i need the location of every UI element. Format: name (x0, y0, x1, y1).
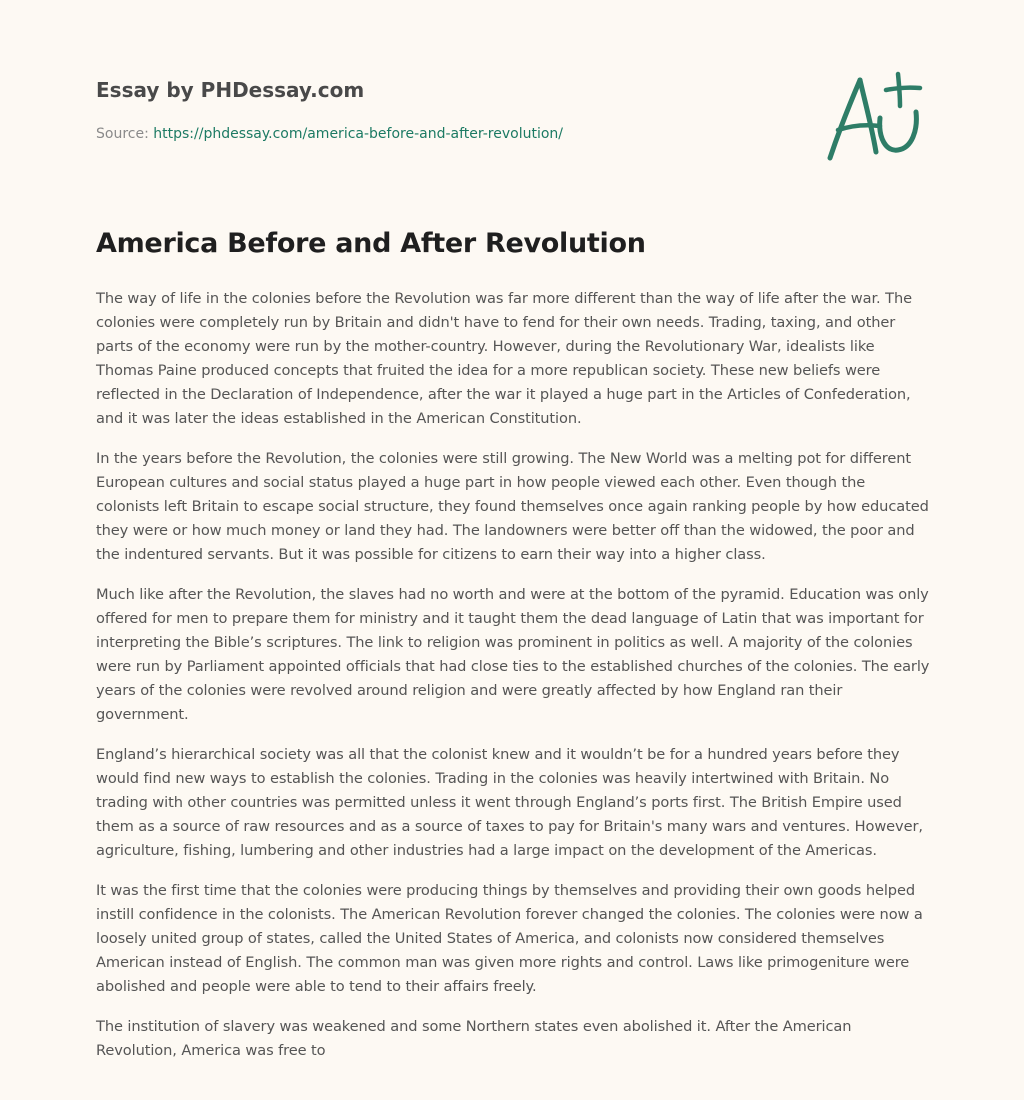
a-plus-logo-icon (820, 66, 930, 166)
essay-paragraph: In the years before the Revolution, the colonies were still growing. The New World was a melting pot for different European cultures and social status played a huge part in how people viewed each other. Even though the colonists left Britain to escape social structure, they found themselves once again ranking people by how educated they were or how much money or land they had. The landowners were better off than the widowed, the poor and the indentured servants. But it was possible for citizens to earn their way into a higher class. (96, 450, 929, 563)
source-link[interactable]: https://phdessay.com/america-before-and-after-revolution/ (153, 126, 564, 142)
essay-paragraph: It was the first time that the colonies were producing things by themselves and providing their own goods helped instill confidence in the colonists. The American Revolution forever changed the colonies. The colonies were now a loosely united group of states, called the United States of America, and colonists now considered themselves American instead of English. The common man was given more rights and control. Laws like primogeniture were abolished and people were able to tend to their affairs freely. (96, 882, 923, 995)
essay-paragraph: The institution of slavery was weakened and some Northern states even abolished it. After the American Revolution, America was free to (96, 1018, 852, 1059)
essay-paragraph: Much like after the Revolution, the slaves had no worth and were at the bottom of the pyramid. Education was only offered for men to prepare them for ministry and it taught them the dead language of Latin that was important for interpreting the Bible’s scriptures. The link to religion was prominent in politics as well. A majority of the colonies were run by Parliament appointed officials that had close ties to the established churches of the colonies. The early years of the colonies were revolved around religion and were greatly affected by how England ran their government. (96, 586, 930, 723)
essay-paragraph: The way of life in the colonies before the Revolution was far more different than the way of life after the war. The colonies were completely run by Britain and didn't have to fend for their own needs. Trading, taxing, and other parts of the economy were run by the mother-country. However, during the Revolutionary War, idealists like Thomas Paine produced concepts that fruited the idea for a more republican society. These new beliefs were reflected in the Declaration of Independence, after the war it played a huge part in the Articles of Confederation, and it was later the ideas established in the American Constitution. (96, 290, 912, 427)
source-label: Source: (96, 126, 154, 142)
source-line (96, 124, 856, 144)
essay-paragraph: England’s hierarchical society was all that the colonist knew and it wouldn’t be for a hundred years before they would find new ways to establish the colonies. Trading in the colonies was heavily intertwined with Britain. No trading with other countries was permitted unless it went through England’s ports first. The British Empire used them as a source of raw resources and as a source of taxes to pay for Britain's many wars and ventures. However, agriculture, fishing, lumbering and other industries had a large impact on the development of the Americas. (96, 746, 923, 859)
essay-title: America Before and After Revolution (96, 228, 646, 259)
site-title: Essay by PHDessay.com (96, 78, 365, 102)
essay-body (96, 287, 930, 1079)
page-header (96, 76, 856, 144)
